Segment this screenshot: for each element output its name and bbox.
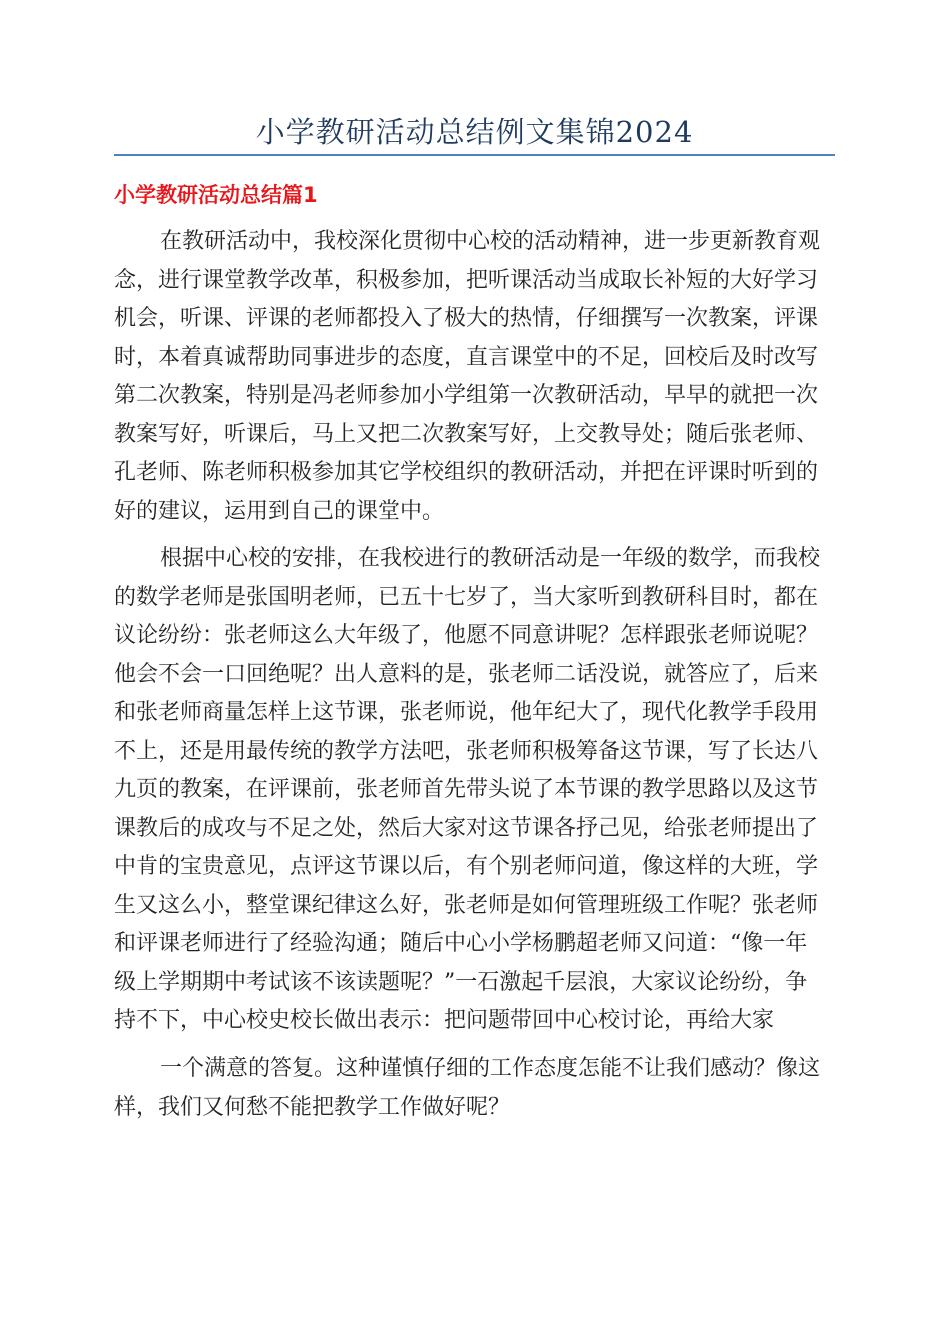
- paragraph-line: 他会不会一口回绝呢？出人意料的是，张老师二话没说，就答应了，后来: [114, 661, 819, 687]
- body-paragraph-3: [114, 1050, 834, 1127]
- paragraph-line: 级上学期期中考试该不该读题呢？”一石激起千层浪，大家议论纷纷，争: [114, 969, 808, 995]
- paragraph-line: 持不下，中心校史校长做出表示：把问题带回中心校讨论，再给大家: [114, 1008, 775, 1033]
- paragraph-line: 根据中心校的安排，在我校进行的教研活动是一年级的数学，而我校: [160, 546, 821, 571]
- section-heading: 小学教研活动总结篇1: [114, 183, 318, 207]
- paragraph-line: 和评课老师进行了经验沟通；随后中心小学杨鹏超老师又问道：“像一年: [114, 931, 808, 956]
- paragraph-line: 不上，还是用最传统的教学方法吧，张老师积极筹备这节课，写了长达八: [114, 738, 819, 764]
- paragraph-line: 生又这么小，整堂课纪律这么好，张老师是如何管理班级工作呢？张老师: [114, 892, 819, 918]
- paragraph-line: 的数学老师是张国明老师，已五十七岁了，当大家听到教研科目时，都在: [114, 584, 819, 610]
- body-paragraph-1: [114, 223, 834, 531]
- paragraph-line: 教案写好，听课后，马上又把二次教案写好，上交教导处；随后张老师、: [114, 421, 819, 447]
- paragraph-line: 一个满意的答复。这种谨慎仔细的工作态度怎能不让我们感动？像这: [160, 1056, 821, 1081]
- paragraph-line: 中肯的宝贵意见，点评这节课以后，有个别老师问道，像这样的大班，学: [114, 854, 819, 879]
- title-underline-divider: [114, 154, 835, 156]
- paragraph-line: 课教后的成攻与不足之处，然后大家对这节课各抒己见，给张老师提出了: [114, 815, 819, 841]
- paragraph-line: 时，本着真诚帮助同事进步的态度，直言课堂中的不足，回校后及时改写: [114, 344, 819, 370]
- paragraph-line: 机会，听课、评课的老师都投入了极大的热情，仔细撰写一次教案，评课: [114, 306, 819, 331]
- paragraph-line: 好的建议，运用到自己的课堂中。: [114, 498, 445, 524]
- paragraph-line: 议论纷纷：张老师这么大年级了，他愿不同意讲呢？怎样跟张老师说呢？: [114, 623, 819, 648]
- paragraph-line: 在教研活动中，我校深化贯彻中心校的活动精神，进一步更新教育观: [160, 229, 821, 254]
- paragraph-line: 样，我们又何愁不能把教学工作做好呢？: [114, 1094, 511, 1120]
- body-paragraph-2: [114, 540, 834, 1041]
- paragraph-line: 念，进行课堂教学改革，积极参加，把听课活动当成取长补短的大好学习: [114, 267, 819, 293]
- paragraph-line: 和张老师商量怎样上这节课，张老师说，他年纪大了，现代化教学手段用: [114, 700, 819, 725]
- document-title: 小学教研活动总结例文集锦2024: [255, 115, 694, 149]
- paragraph-line: 九页的教案，在评课前，张老师首先带头说了本节课的教学思路以及这节: [114, 777, 819, 802]
- paragraph-line: 第二次教案，特别是冯老师参加小学组第一次教研活动，早早的就把一次: [114, 383, 819, 408]
- paragraph-line: 孔老师、陈老师积极参加其它学校组织的教研活动，并把在评课时听到的: [114, 460, 819, 485]
